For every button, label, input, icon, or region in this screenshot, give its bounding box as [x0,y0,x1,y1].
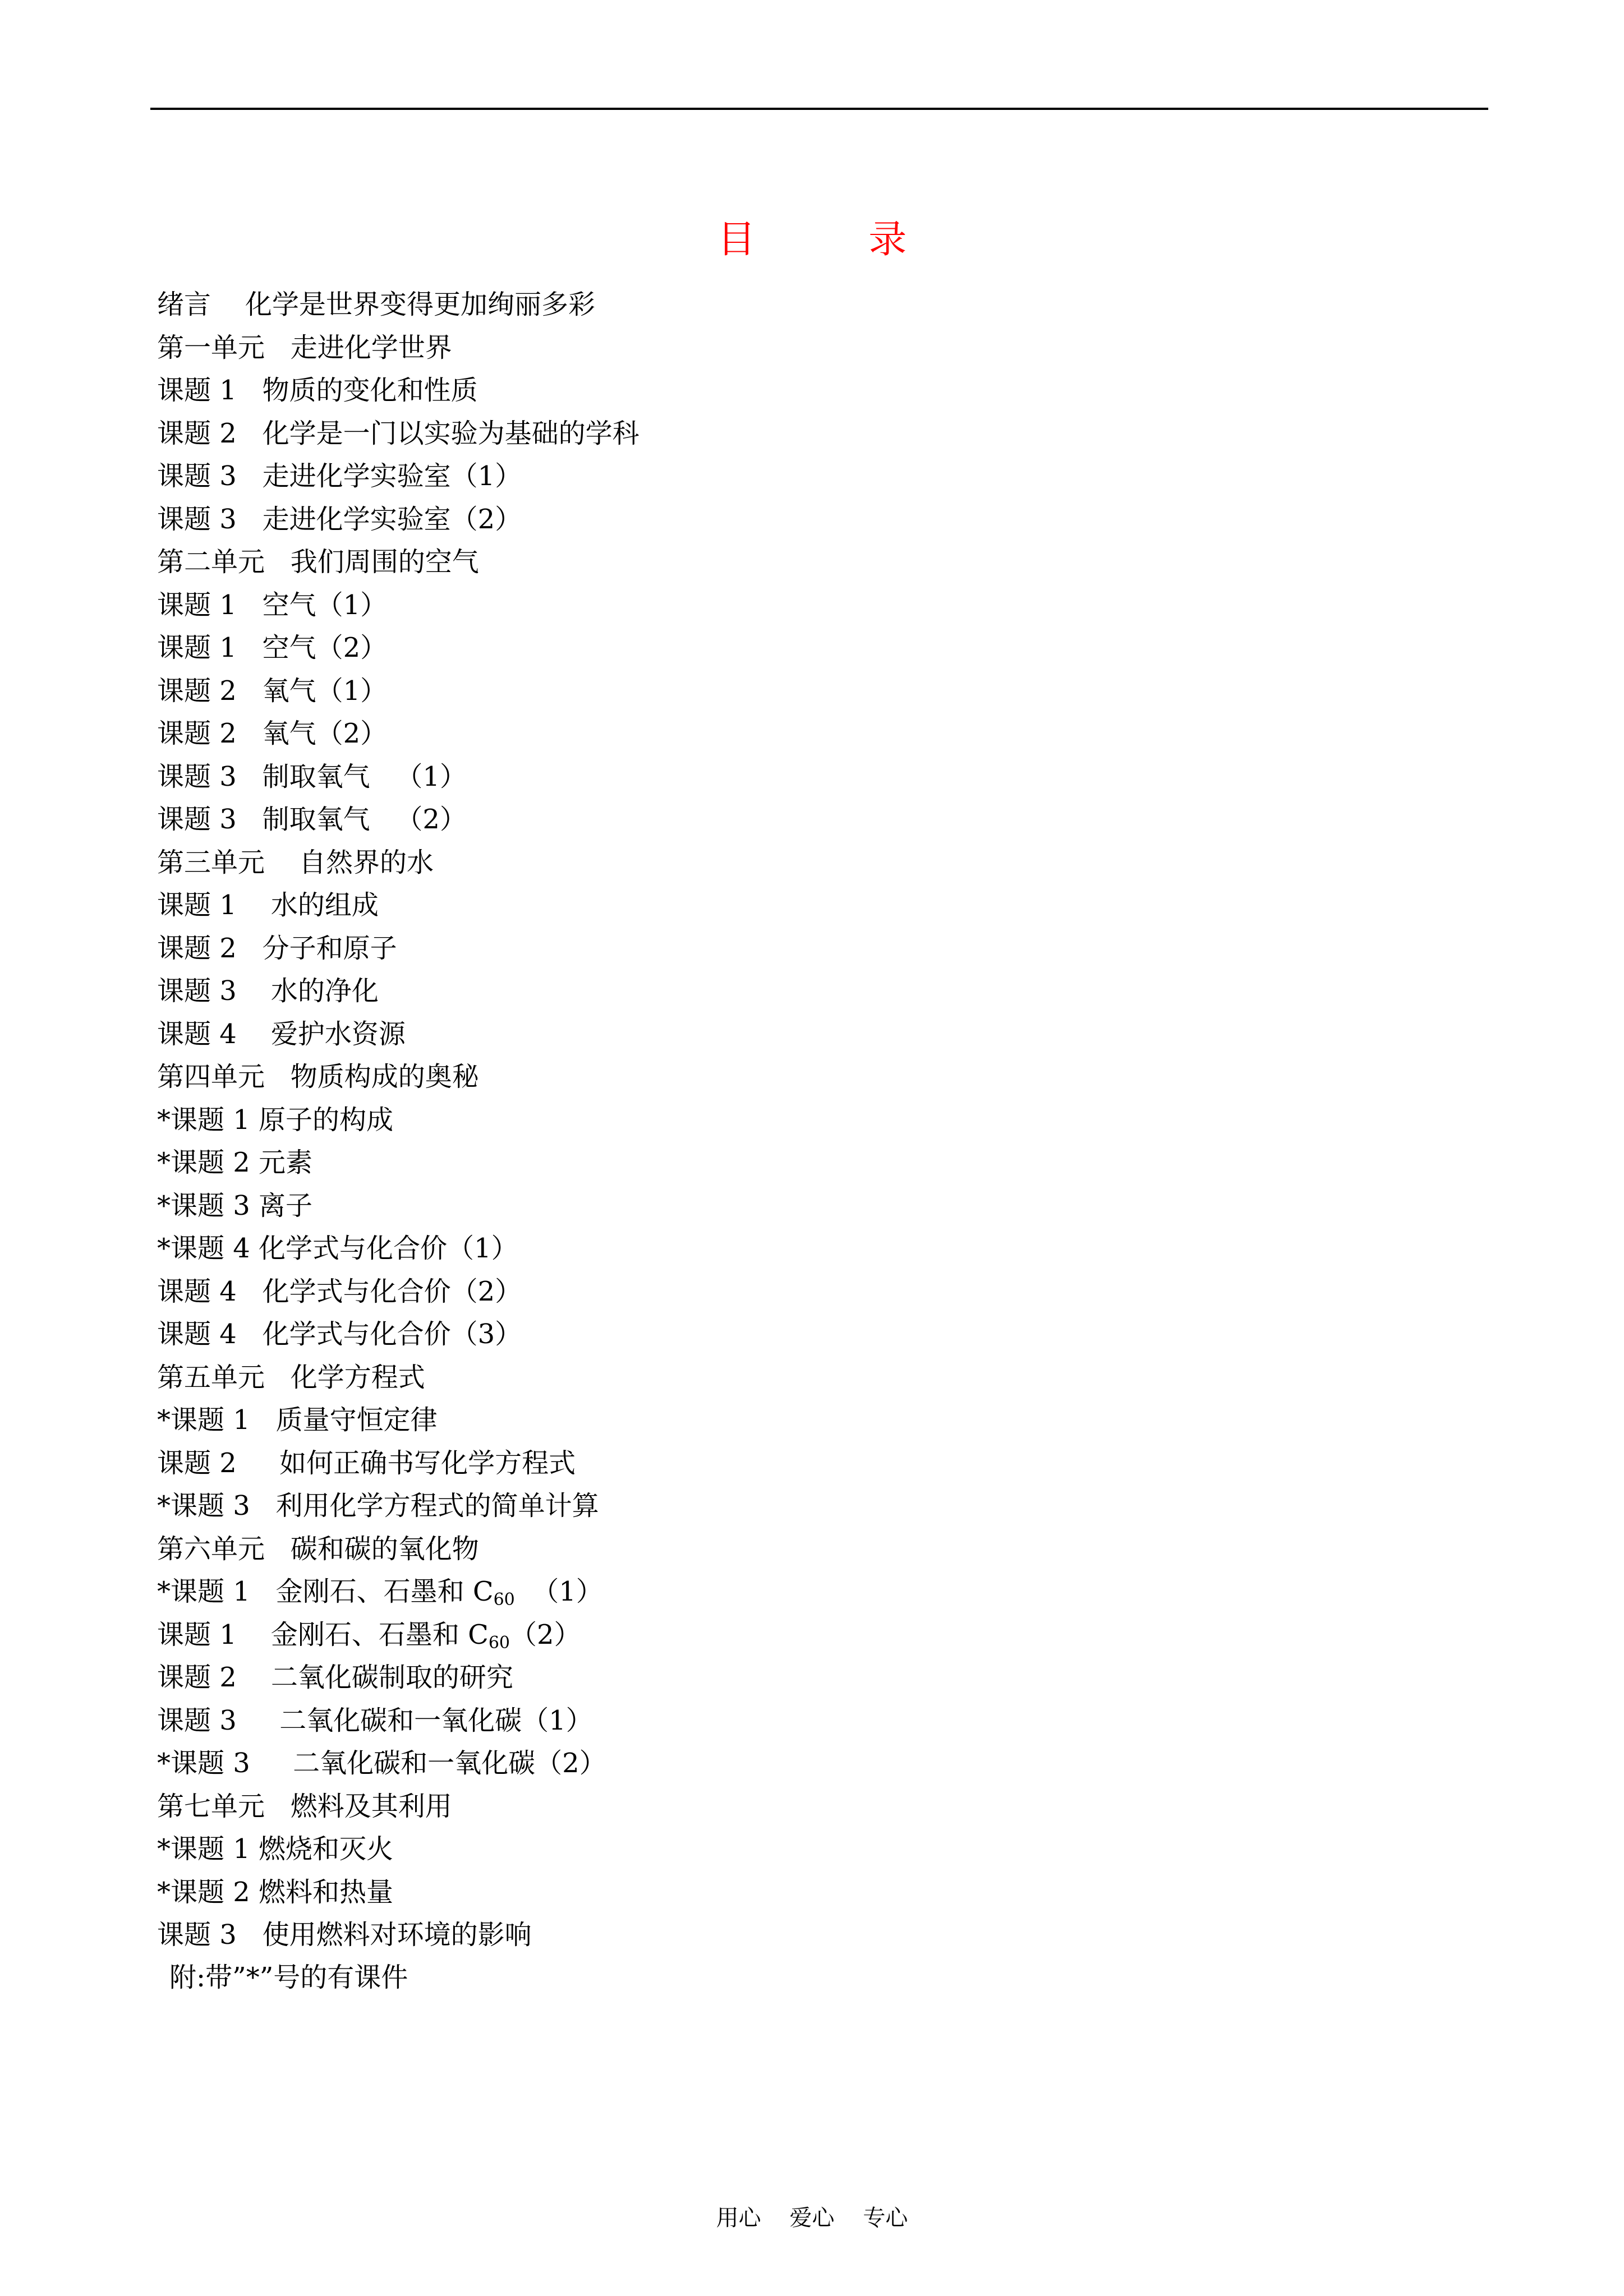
toc-entry [157,1270,1447,1313]
toc-entry-text: 课题 4 爱护水资源 [157,1018,406,1050]
toc-entry [157,798,1447,841]
toc-entry-text: *课题 1 质量守恒定律 [157,1404,438,1436]
toc-entry [157,326,1447,370]
toc-entry [157,841,1447,884]
toc-entry [157,1099,1447,1142]
toc-entry [157,1484,1447,1528]
toc-entry [157,1013,1447,1056]
toc-entry-text: 第七单元 燃料及其利用 [157,1790,452,1822]
toc-entry-text: *课题 2 元素 [157,1147,313,1178]
toc-entry-text: 第一单元 走进化学世界 [157,331,452,363]
toc-entry [157,755,1447,799]
page-title: 目 录 [717,218,958,262]
toc-entry [157,1313,1447,1356]
toc-entry-text: 课题 1 空气（1） [157,589,388,621]
toc-entry [157,1656,1447,1699]
toc-entry [157,1141,1447,1184]
toc-entry [157,541,1447,584]
toc-entry [157,1699,1447,1742]
toc-entry-text: *课题 3 利用化学方程式的简单计算 [157,1490,599,1522]
toc-entry [157,369,1447,412]
toc-entry [157,1055,1447,1099]
page-footer: 用心 爱心 专心 [716,2205,908,2231]
toc-entry-text: 第六单元 碳和碳的氧化物 [157,1533,479,1565]
toc-entry [157,1399,1447,1442]
toc-entry-text: *课题 3 离子 [157,1190,313,1221]
toc-entry-text: 课题 3 制取氧气 （1） [157,760,467,792]
toc-entry-text: *课题 1 金刚石、石墨和 C [157,1576,494,1607]
toc-entry-text: 课题 1 物质的变化和性质 [157,375,478,406]
table-of-contents [157,283,1447,1957]
toc-entry-text: 课题 4 化学式与化合价（3） [157,1318,522,1350]
courseware-note: 附:带”*”号的有课件 [169,1962,408,1993]
toc-entry [157,626,1447,670]
toc-entry [157,1184,1447,1228]
toc-entry-suffix: （1） [514,1576,603,1607]
toc-entry [157,1227,1447,1270]
toc-entry-text: 课题 3 走进化学实验室（1） [157,460,522,492]
toc-entry-text: 课题 3 使用燃料对环境的影响 [157,1919,532,1951]
toc-entry-text: *课题 2 燃料和热量 [157,1876,394,1908]
toc-entry-text: 课题 2 二氧化碳制取的研究 [157,1662,513,1693]
toc-entry-text: 课题 1 空气（2） [157,632,388,663]
toc-entry [157,1828,1447,1871]
toc-entry-text: 第三单元 自然界的水 [157,846,434,878]
toc-entry [157,1442,1447,1485]
toc-entry-subscript: 60 [488,1633,510,1653]
toc-entry-text: 绪言 化学是世界变得更加绚丽多彩 [157,289,596,320]
toc-entry-text: 课题 3 走进化学实验室（2） [157,503,522,535]
toc-entry-suffix: （2） [510,1619,581,1650]
toc-entry [157,412,1447,455]
toc-entry [157,712,1447,755]
toc-entry-text: 课题 2 分子和原子 [157,932,397,964]
toc-entry-text: 课题 2 化学是一门以实验为基础的学科 [157,417,640,449]
toc-entry [157,1914,1447,1957]
toc-entry [157,1785,1447,1828]
toc-entry-text: 课题 2 如何正确书写化学方程式 [157,1447,576,1479]
toc-entry [157,670,1447,713]
toc-entry-text: 课题 3 水的净化 [157,975,379,1007]
toc-entry-text: 第二单元 我们周围的空气 [157,546,479,578]
toc-entry-text: 课题 2 氧气（1） [157,675,388,707]
toc-entry [157,455,1447,498]
toc-entry-text: 第五单元 化学方程式 [157,1361,425,1393]
toc-entry [157,927,1447,970]
toc-entry-subscript: 60 [493,1590,515,1610]
toc-entry-text: 课题 4 化学式与化合价（2） [157,1275,522,1307]
toc-entry [157,970,1447,1013]
toc-entry [157,884,1447,927]
toc-entry-text: 课题 1 水的组成 [157,889,379,921]
toc-entry [157,1356,1447,1399]
toc-entry [157,1742,1447,1785]
toc-entry-text: 课题 1 金刚石、石墨和 C [157,1619,489,1650]
toc-entry [157,283,1447,326]
toc-entry [157,1570,1447,1613]
toc-entry [157,1613,1447,1657]
toc-entry-text: *课题 3 二氧化碳和一氧化碳（2） [157,1748,606,1779]
toc-entry-text: 第四单元 物质构成的奥秘 [157,1061,479,1092]
toc-entry [157,1871,1447,1914]
toc-entry-text: *课题 1 燃烧和灭火 [157,1833,394,1865]
toc-entry-text: 课题 3 二氧化碳和一氧化碳（1） [157,1704,593,1736]
header-rule [150,108,1488,110]
toc-entry-text: *课题 1 原子的构成 [157,1104,394,1136]
toc-entry-text: 课题 2 氧气（2） [157,718,388,749]
toc-entry [157,1528,1447,1571]
toc-entry [157,498,1447,541]
toc-entry-text: 课题 3 制取氧气 （2） [157,804,467,835]
toc-entry-text: *课题 4 化学式与化合价（1） [157,1233,518,1264]
toc-entry [157,584,1447,627]
